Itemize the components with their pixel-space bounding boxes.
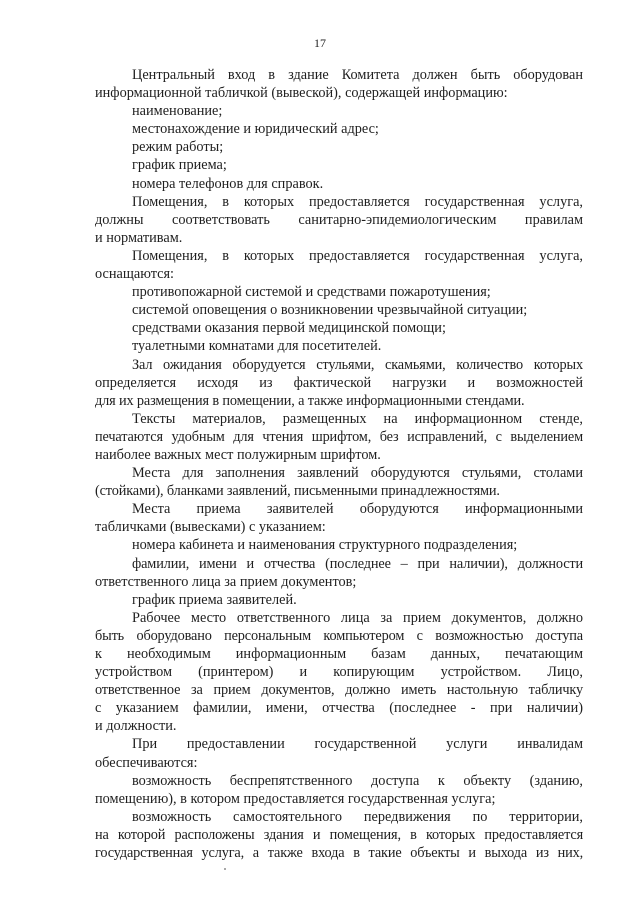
list-item: противопожарной системой и средствами пожаротушения; [132, 284, 491, 301]
text-line: для их размещения в помещении, а также информационными стендами. [95, 392, 525, 409]
list-item: средствами оказания первой медицинской помощи; [132, 320, 446, 337]
list-item: местонахождение и юридический адрес; [132, 121, 379, 138]
text-line: Места для заполнения заявлений оборудуются стульями, столами [132, 465, 583, 482]
text-line: печатаются удобным для чтения шрифтом, без исправлений, с выделением [95, 428, 583, 445]
page-number: 17 [314, 36, 326, 50]
text-line: Тексты материалов, размещенных на информационном стенде, [132, 410, 583, 427]
text-line: быть оборудовано персональным компьютером с возможностью доступа [95, 627, 583, 644]
list-item: график приема; [132, 157, 227, 174]
list-item: системой оповещения о возникновении чрезвычайной ситуации; [132, 302, 528, 319]
text-line: обеспечиваются: [95, 754, 198, 771]
list-item: наименование; [132, 103, 223, 120]
text-line: фамилии, имени и отчества (последнее – при наличии), должности [132, 555, 583, 572]
text-line: и нормативам. [95, 229, 183, 246]
text-line: с указанием фамилии, имени, отчества (последнее - при наличии) [95, 700, 583, 717]
text-line: Зал ожидания оборудуется стульями, скамьями, количество которых [132, 356, 583, 373]
document-body [95, 66, 583, 862]
list-item: режим работы; [132, 139, 224, 156]
text-line: Места приема заявителей оборудуются информационными [132, 501, 583, 518]
list-item: туалетными комнатами для посетителей. [132, 338, 382, 355]
text-line: определяется исходя из фактической нагрузки и возможностей [95, 374, 583, 391]
list-item: график приема заявителей. [132, 591, 297, 608]
text-line: и должности. [95, 718, 177, 735]
text-line: помещению), в котором предоставляется государственная услуга; [95, 790, 496, 807]
text-line: государственная услуга, а также входа в такие объекты и выхода из них, [95, 845, 583, 862]
text-line: При предоставлении государственной услуги инвалидам [132, 736, 583, 753]
text-line: возможность беспрепятственного доступа к объекту (зданию, [132, 772, 583, 789]
list-item: номера кабинета и наименования структурного подразделения; [132, 537, 518, 554]
text-line: должны соответствовать санитарно-эпидемиологическим правилам [95, 211, 583, 228]
text-line: устройством (принтером) и копирующим устройством. Лицо, [95, 664, 583, 681]
text-line: оснащаются: [95, 266, 175, 283]
scan-artifact [224, 868, 226, 870]
text-line: к необходимым информационным базам данных, печатающим [95, 646, 583, 662]
text-line: ответственного лица за прием документов; [95, 573, 357, 590]
text-line: Помещения, в которых предоставляется государственная услуга, [132, 247, 583, 264]
text-line: возможность самостоятельного передвижения по территории, [132, 808, 583, 825]
text-line: Центральный вход в здание Комитета должен быть оборудован [132, 67, 583, 83]
list-item: номера телефонов для справок. [132, 175, 324, 192]
text-line: на которой расположены здания и помещения, в которых предоставляется [95, 826, 583, 843]
text-line: ответственное за прием документов, должно иметь настольную табличку [95, 682, 583, 699]
text-line: табличками (вывесками) с указанием: [95, 519, 326, 536]
text-line: наиболее важных мест полужирным шрифтом. [95, 446, 381, 463]
text-line: Рабочее место ответственного лица за прием документов, должно [132, 609, 583, 626]
text-line: (стойками), бланками заявлений, письменными принадлежностями. [95, 483, 500, 500]
text-line: Помещения, в которых предоставляется государственная услуга, [132, 193, 583, 210]
text-line: информационной табличкой (вывеской), содержащей информацию: [95, 85, 508, 102]
